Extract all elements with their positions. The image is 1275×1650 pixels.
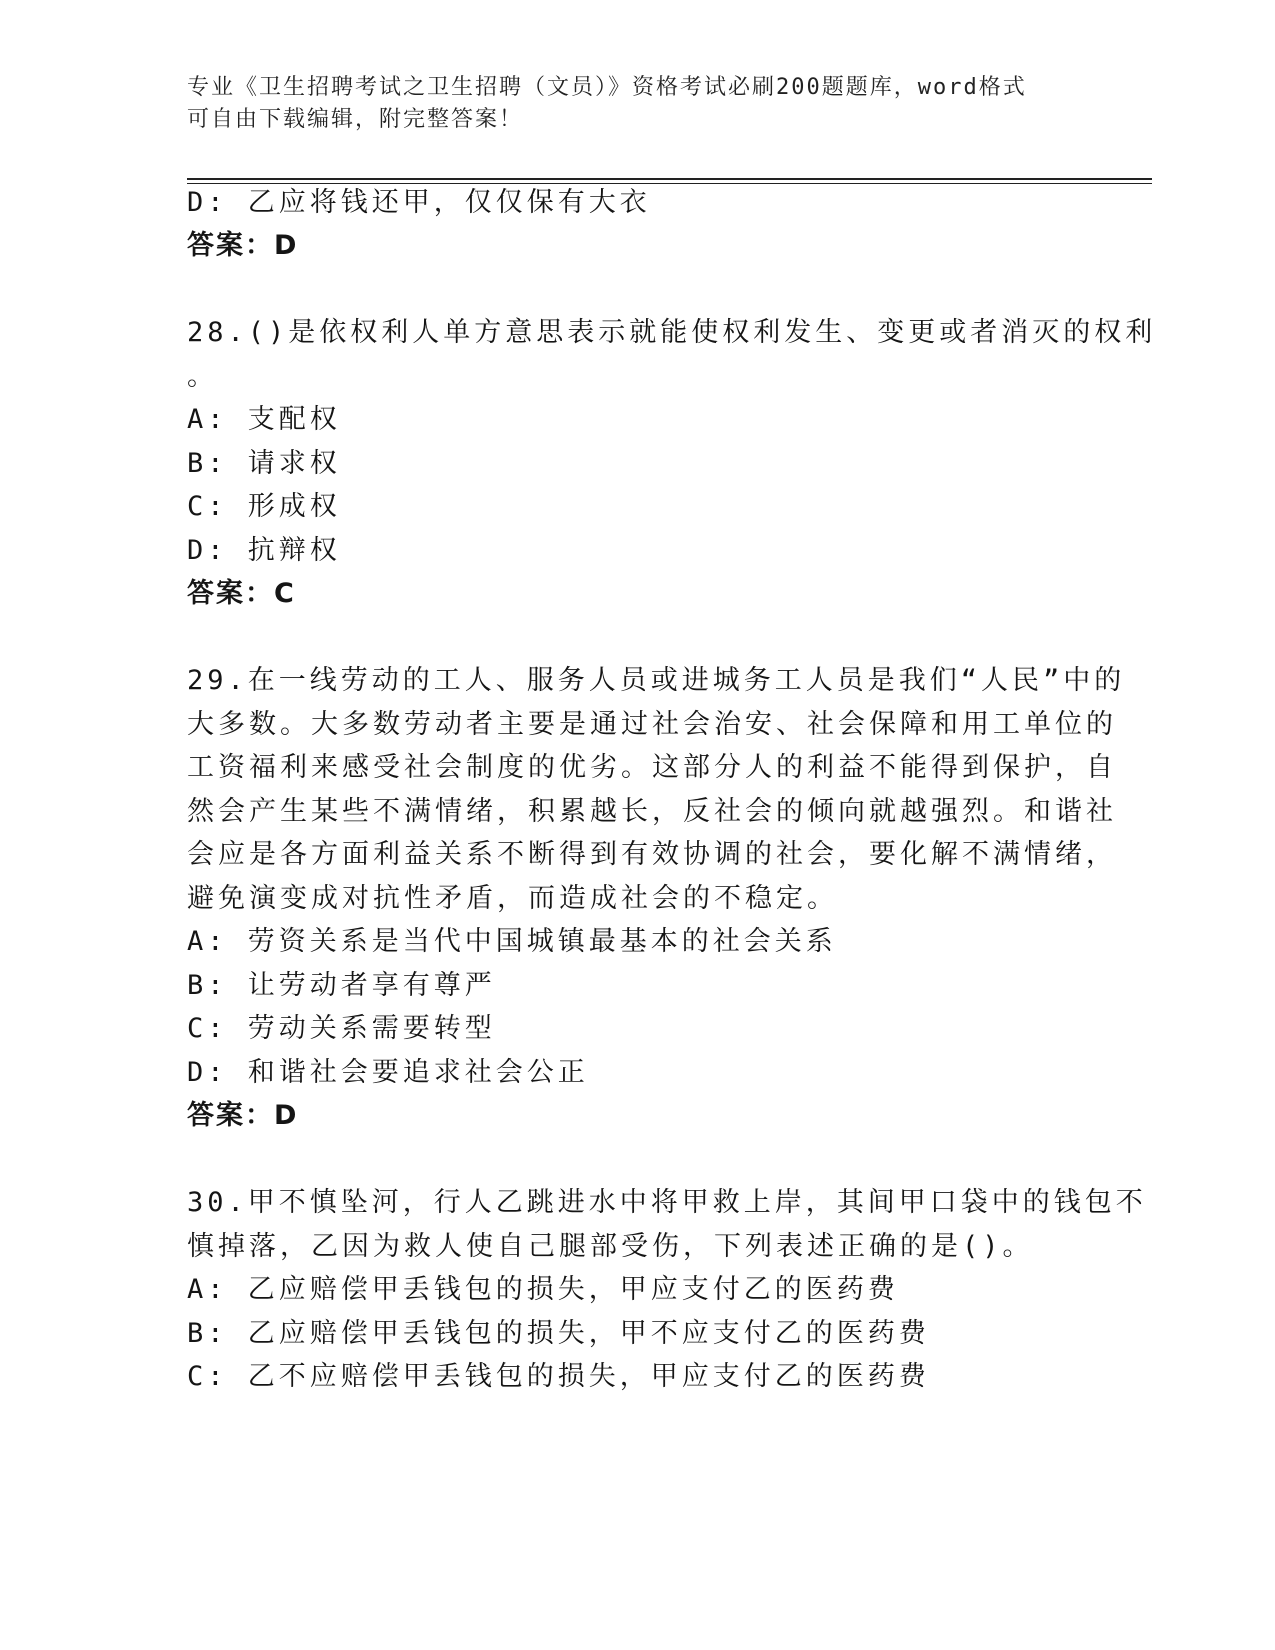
- q29-stem-line-3: 工资福利来感受社会制度的优劣。这部分人的利益不能得到保护，自: [187, 752, 1117, 783]
- q28-option-b: B: 请求权: [187, 448, 341, 479]
- q30-stem-line-1: 30.甲不慎坠河，行人乙跳进水中将甲救上岸，其间甲口袋中的钱包不: [187, 1187, 1147, 1218]
- q30-option-c: C: 乙不应赔偿甲丢钱包的损失，甲应支付乙的医药费: [187, 1361, 930, 1392]
- page-header: [187, 72, 1067, 136]
- q28-option-c: C: 形成权: [187, 491, 341, 522]
- q29-stem-line-2: 大多数。大多数劳动者主要是通过社会治安、社会保障和用工单位的: [187, 709, 1117, 740]
- q30-option-b: B: 乙应赔偿甲丢钱包的损失，甲不应支付乙的医药费: [187, 1318, 930, 1349]
- header-rule-thick: [187, 178, 1152, 180]
- q28-stem-line-2: 。: [187, 361, 218, 392]
- q28-option-a: A: 支配权: [187, 404, 341, 435]
- q29-stem-line-6: 避免演变成对抗性矛盾，而造成社会的不稳定。: [187, 883, 838, 914]
- q29-option-b: B: 让劳动者享有尊严: [187, 970, 496, 1001]
- q28-stem-line-1: 28.()是依权利人单方意思表示就能使权利发生、变更或者消灭的权利: [187, 317, 1157, 348]
- q29-answer: 答案：D: [187, 1100, 299, 1131]
- q28-option-d: D: 抗辩权: [187, 535, 341, 566]
- q29-stem-line-1: 29.在一线劳动的工人、服务人员或进城务工人员是我们“人民”中的: [187, 665, 1126, 696]
- q29-option-c: C: 劳动关系需要转型: [187, 1013, 496, 1044]
- header-line-1: 专业《卫生招聘考试之卫生招聘（文员）》资格考试必刷200题题库，word格式: [187, 75, 1027, 100]
- q27-option-d: D: 乙应将钱还甲，仅仅保有大衣: [187, 187, 651, 218]
- q28-answer: 答案：C: [187, 578, 296, 609]
- q29-stem-line-4: 然会产生某些不满情绪，积累越长，反社会的倾向就越强烈。和谐社: [187, 796, 1117, 827]
- header-rule-thin: [187, 183, 1152, 184]
- q30-option-a: A: 乙应赔偿甲丢钱包的损失，甲应支付乙的医药费: [187, 1274, 899, 1305]
- q27-answer: 答案：D: [187, 230, 299, 261]
- q29-stem-line-5: 会应是各方面利益关系不断得到有效协调的社会，要化解不满情绪，: [187, 839, 1117, 870]
- q29-option-d: D: 和谐社会要追求社会公正: [187, 1057, 589, 1088]
- q29-option-a: A: 劳资关系是当代中国城镇最基本的社会关系: [187, 926, 837, 957]
- q30-stem-line-2: 慎掉落，乙因为救人使自己腿部受伤，下列表述正确的是()。: [187, 1231, 1034, 1262]
- header-line-2: 可自由下载编辑，附完整答案！: [187, 107, 524, 132]
